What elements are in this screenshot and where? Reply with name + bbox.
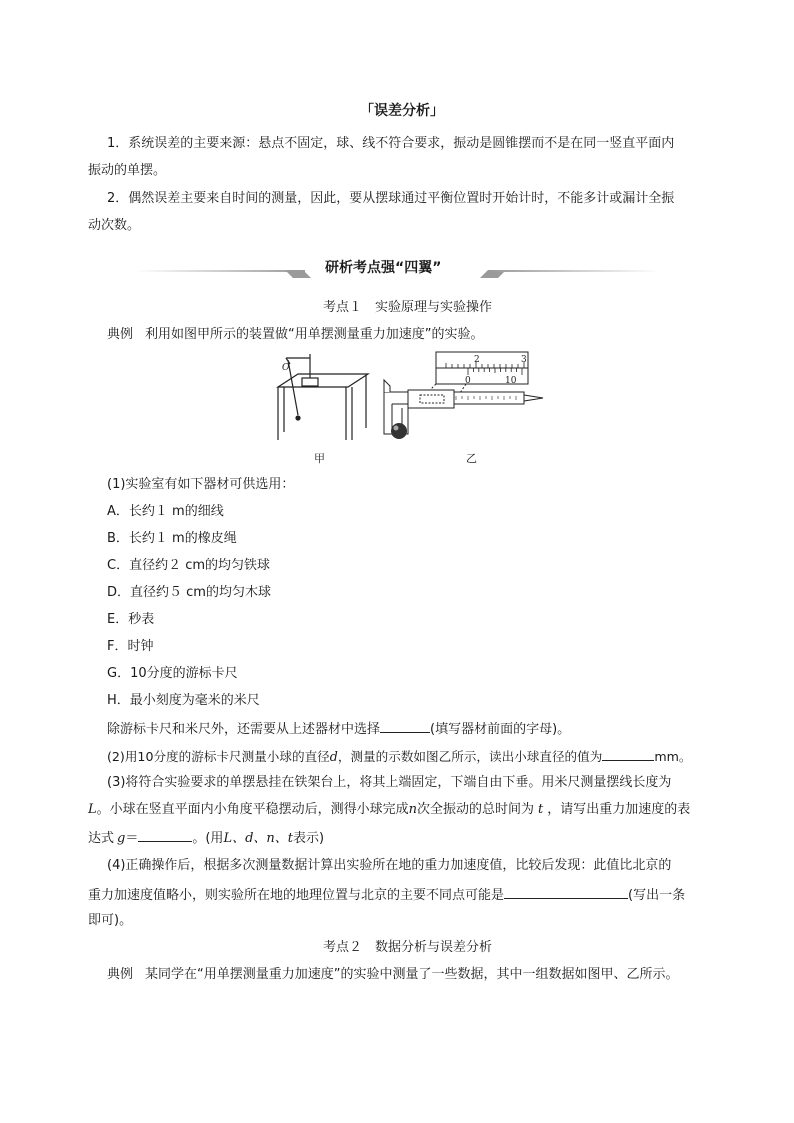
question-3-line-1: (3)将符合实验要求的单摆悬挂在铁架台上，将其上端固定，下端自由下垂。用米尺测量摆线长度为 — [107, 775, 672, 790]
question-4-line-1: (4)正确操作后，根据多次测量数据计算出实验所在地的重力加速度值，比较后发现：此值比北京的 — [107, 858, 672, 873]
error-paragraph-2-line-2: 动次数。 — [88, 218, 141, 233]
topic-1-heading: 考点１ 实验原理与实验操作 — [323, 300, 493, 315]
answer-blank-1[interactable] — [380, 719, 430, 733]
banner-line-right — [490, 270, 660, 272]
error-paragraph-2-line-1: 2．偶然误差主要来自时间的测量，因此，要从摆球通过平衡位置时开始计时，不能多计或漏计全振 — [107, 191, 675, 206]
option-a: A．长约１ m的细线 — [107, 504, 224, 519]
topic-2-example — [107, 966, 679, 983]
question-4-line-3: 即可)。 — [88, 913, 133, 928]
error-paragraph-1-line-2: 振动的单摆。 — [88, 163, 167, 178]
pivot-label: O — [282, 363, 290, 373]
figure-caption-yi: 乙 — [466, 452, 477, 465]
answer-blank-4[interactable] — [504, 885, 628, 899]
topic-1-example — [107, 326, 484, 343]
answer-blank-2[interactable] — [602, 747, 654, 761]
banner-title: 研析考点强“四翼” — [325, 260, 442, 276]
example-text: 利用如图甲所示的装置做“用单摆测量重力加速度”的实验。 — [145, 327, 484, 342]
option-d: D．直径约５ cm的均匀木球 — [107, 585, 271, 600]
example-text: 某同学在“用单摆测量重力加速度”的实验中测量了一些数据，其中一组数据如图甲、乙所示。 — [145, 967, 679, 982]
option-h: H．最小刻度为毫米的米尺 — [107, 693, 260, 708]
banner-left-chevron — [285, 262, 313, 280]
question-2-line: (2)用10分度的游标卡尺测量小球的直径d，测量的示数如图乙所示，读出小球直径的值为 mm。 — [107, 749, 692, 764]
question-4-line-2: 重力加速度值略小，则实验所在地的地理位置与北京的主要不同点可能是 (写出一条 — [88, 885, 685, 904]
figure-pendulum-apparatus — [268, 352, 388, 446]
main-scale-label-3: 3 — [521, 355, 527, 365]
error-analysis-title: 「误差分析」 — [360, 103, 444, 119]
question-1-answer-line: 除游标卡尺和米尺外，还需要从上述器材中选择 (填写器材前面的字母)。 — [107, 719, 570, 738]
example-label: 典例 — [107, 327, 134, 342]
error-paragraph-1-line-1: 1．系统误差的主要来源：悬点不固定，球、线不符合要求，振动是圆锥摆而不是在同一竖直平面内 — [107, 136, 675, 151]
answer-blank-3[interactable] — [138, 828, 192, 842]
question-3-line-2: L。小球在竖直平面内小角度平稳摆动后，测得小球完成n次全振动的总时间为 t ，请写出重力加速度的表 — [88, 802, 691, 817]
option-f: F．时钟 — [107, 639, 154, 654]
topic-2-heading: 考点２ 数据分析与误差分析 — [323, 940, 493, 955]
main-scale-label-2: 2 — [474, 355, 480, 365]
figure-vernier-caliper — [378, 350, 548, 442]
option-e: E．秒表 — [107, 612, 155, 627]
figure-caption-jia: 甲 — [314, 452, 325, 465]
banner-line-left — [135, 270, 305, 272]
question-1-intro: (1)实验室有如下器材可供选用： — [107, 477, 295, 492]
example-label: 典例 — [107, 967, 134, 982]
question-3-line-3: 达式 g＝ 。(用L、d、n、t表示) — [88, 828, 324, 847]
vernier-label-0: 0 — [465, 376, 471, 386]
vernier-label-10: 10 — [505, 376, 517, 386]
option-b: B．长约１ m的橡皮绳 — [107, 531, 237, 546]
option-g: G．10分度的游标卡尺 — [107, 666, 238, 681]
option-c: C．直径约２ cm的均匀铁球 — [107, 558, 271, 573]
